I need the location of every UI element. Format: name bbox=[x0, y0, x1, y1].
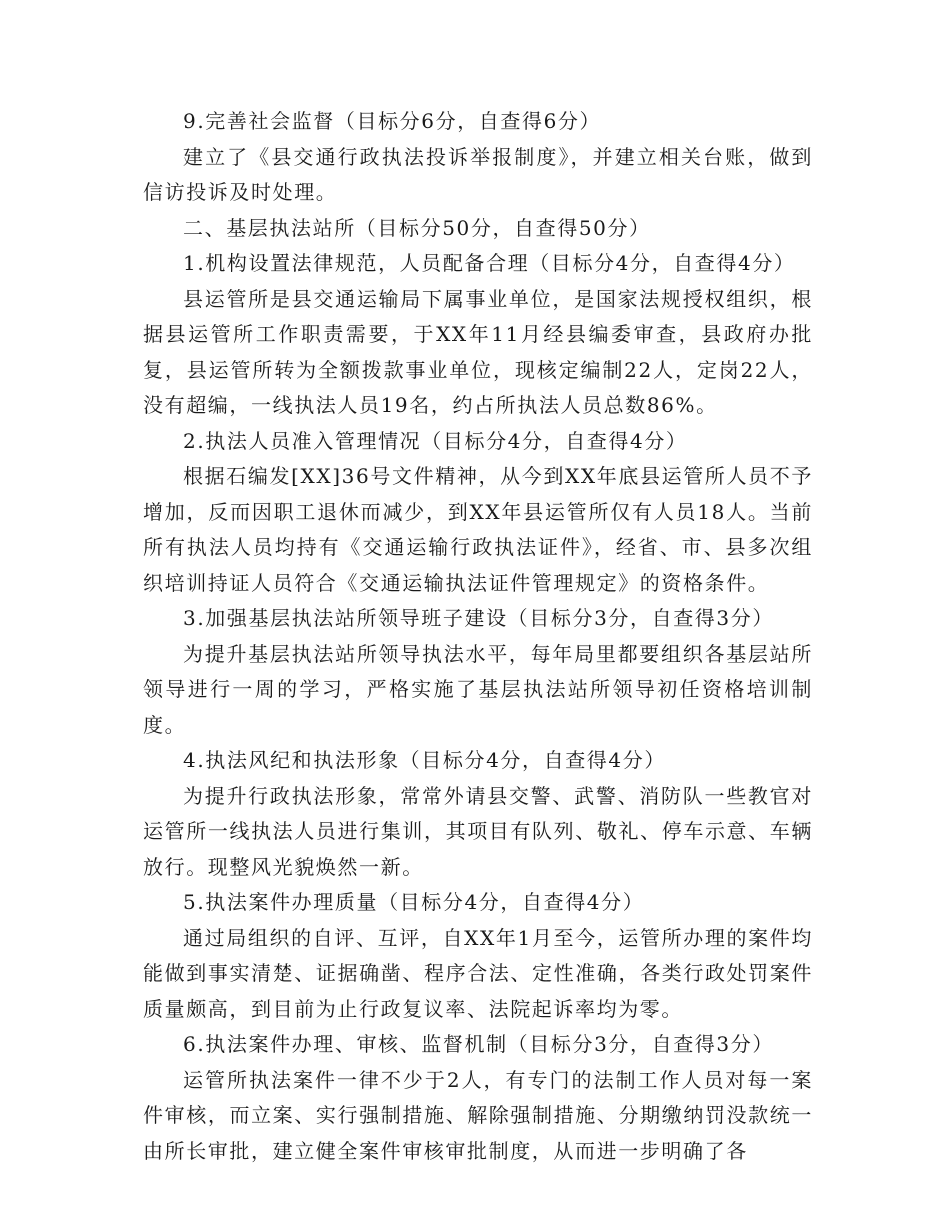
paragraph-case-quality: 通过局组织的自评、互评，自XX年1月至今，运管所办理的案件均能做到事实清楚、证据确凿、程序合法、定性准确，各类行政处罚案件质量颇高，到目前为止行政复议率、法院起诉率均为零。 bbox=[143, 925, 813, 1021]
paragraph-complaint-system: 建立了《县交通行政执法投诉举报制度》，并建立相关台账，做到信访投诉及时处理。 bbox=[143, 144, 813, 204]
heading-social-supervision: 9.完善社会监督（目标分6分，自查得6分） bbox=[183, 109, 602, 133]
heading-grassroots-stations: 二、基层执法站所（目标分50分，自查得50分） bbox=[183, 215, 651, 240]
paragraph-personnel-access: 根据石编发[XX]36号文件精神，从今到XX年底县运管所人员不予增加，反而因职工退休而减少，到XX年县运管所仅有人员18人。当前所有执法人员均持有《交通运输行政执法证件》，经省、市、县多次组织培训持证人员符合《交通运输执法证件管理规定》的资格条件。 bbox=[143, 464, 813, 595]
paragraph-case-review: 运管所执法案件一律不少于2人，有专门的法制工作人员对每一案件审核，而立案、实行强制措施、解除强制措施、分期缴纳罚没款统一由所长审批，建立健全案件审核审批制度，从而进一步明确了各 bbox=[143, 1067, 813, 1163]
paragraph-organization-setup: 县运管所是县交通运输局下属事业单位，是国家法规授权组织，根据县运管所工作职责需要，于XX年11月经县编委审查，县政府办批复，县运管所转为全额拨款事业单位，现核定编制22人，定岗22人，没有超编，一线执法人员19名，约占所执法人员总数86%。 bbox=[143, 286, 813, 417]
heading-case-quality: 5.执法案件办理质量（目标分4分，自查得4分） bbox=[183, 890, 645, 914]
heading-leadership-building: 3.加强基层执法站所领导班子建设（目标分3分，自查得3分） bbox=[183, 606, 774, 630]
document-body bbox=[143, 104, 813, 1169]
paragraph-discipline-image: 为提升行政执法形象，常常外请县交警、武警、消防队一些教官对运管所一线执法人员进行集训，其项目有队列、敬礼、停车示意、车辆放行。现整风光貌焕然一新。 bbox=[143, 783, 813, 879]
heading-organization-setup: 1.机构设置法律规范，人员配备合理（目标分4分，自查得4分） bbox=[183, 251, 796, 275]
heading-discipline-image: 4.执法风纪和执法形象（目标分4分，自查得4分） bbox=[183, 748, 666, 772]
heading-case-review: 6.执法案件办理、审核、监督机制（目标分3分，自查得3分） bbox=[183, 1032, 774, 1056]
paragraph-leadership-building: 为提升基层执法站所领导执法水平，每年局里都要组织各基层站所领导进行一周的学习，严格实施了基层执法站所领导初任资格培训制度。 bbox=[143, 641, 813, 737]
heading-personnel-access: 2.执法人员准入管理情况（目标分4分，自查得4分） bbox=[183, 428, 688, 453]
